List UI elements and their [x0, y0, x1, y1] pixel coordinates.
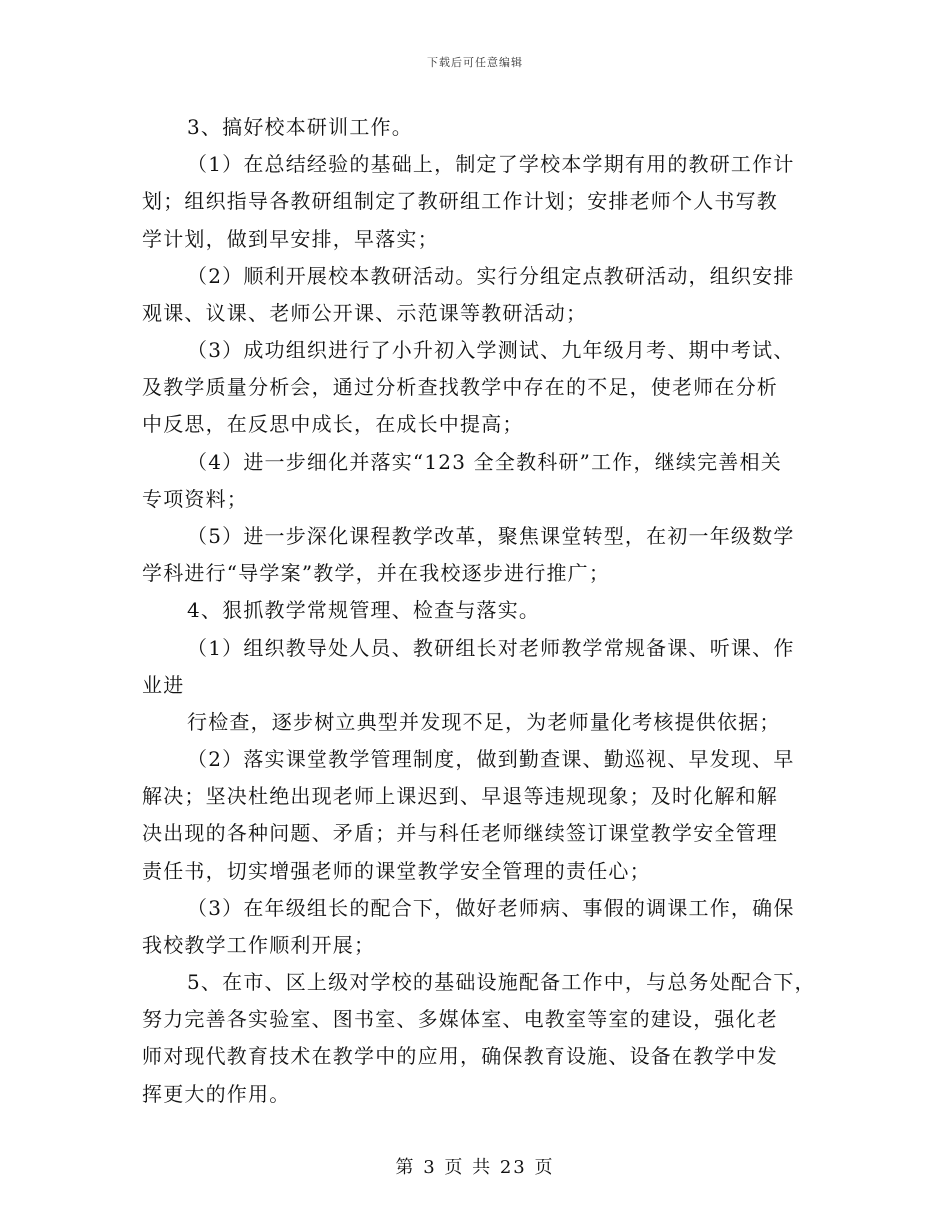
- text-line: 解决；坚决杜绝出现老师上课迟到、早退等违规现象；及时化解和解: [142, 784, 778, 808]
- text-line: 5、在市、区上级对学校的基础设施配备工作中，与总务处配合下，: [187, 970, 816, 994]
- text-line: 责任书，切实增强老师的课堂教学安全管理的责任心；: [142, 859, 651, 883]
- text-line: （1）组织教导处人员、教研组长对老师教学常规备课、听课、作: [187, 636, 795, 660]
- text-line: 业进: [142, 673, 185, 697]
- page-header: 下载后可任意编辑: [427, 56, 523, 69]
- text-line: （2）顺利开展校本教研活动。实行分组定点教研活动，组织安排: [187, 264, 795, 288]
- text-line: 中反思，在反思中成长，在成长中提高；: [142, 412, 524, 436]
- text-line: （2）落实课堂教学管理制度，做到勤查课、勤巡视、早发现、早: [187, 747, 795, 771]
- text-line: 行检查，逐步树立典型并发现不足，为老师量化考核提供依据；: [187, 710, 781, 734]
- text-line: （3）在年级组长的配合下，做好老师病、事假的调课工作，确保: [187, 896, 795, 920]
- text-line: 专项资料；: [142, 487, 248, 511]
- text-line: 3、搞好校本研训工作。: [187, 115, 413, 139]
- text-line: 学科进行“导学案”教学，并在我校逐步进行推广；: [142, 561, 611, 585]
- text-line: （5）进一步深化课程教学改革，聚焦课堂转型，在初一年级数学: [187, 524, 795, 548]
- text-line: （3）成功组织进行了小升初入学测试、九年级月考、期中考试、: [187, 338, 795, 362]
- text-line: 观课、议课、老师公开课、示范课等教研活动；: [142, 301, 588, 325]
- text-line: 努力完善各实验室、图书室、多媒体室、电教室等室的建设，强化老: [142, 1007, 778, 1031]
- text-line: 决出现的各种问题、矛盾；并与科任老师继续签订课堂教学安全管理: [142, 821, 778, 845]
- text-line: 4、狠抓教学常规管理、检查与落实。: [187, 598, 541, 622]
- text-line: 我校教学工作顺利开展；: [142, 933, 376, 957]
- text-line: （1）在总结经验的基础上，制定了学校本学期有用的教研工作计: [187, 152, 795, 176]
- text-line: 师对现代教育技术在教学中的应用，确保教育设施、设备在教学中发: [142, 1044, 778, 1068]
- text-line: 挥更大的作用。: [142, 1082, 291, 1106]
- text-line: 学计划，做到早安排，早落实；: [142, 227, 439, 251]
- text-line: 划；组织指导各教研组制定了教研组工作计划；安排老师个人书写教: [142, 189, 778, 213]
- text-line: （4）进一步细化并落实“123 全全教科研”工作，继续完善相关: [187, 450, 782, 474]
- page-number-footer: 第 3 页 共 23 页: [395, 1157, 555, 1178]
- text-line: 及教学质量分析会，通过分析查找教学中存在的不足，使老师在分析: [142, 375, 778, 399]
